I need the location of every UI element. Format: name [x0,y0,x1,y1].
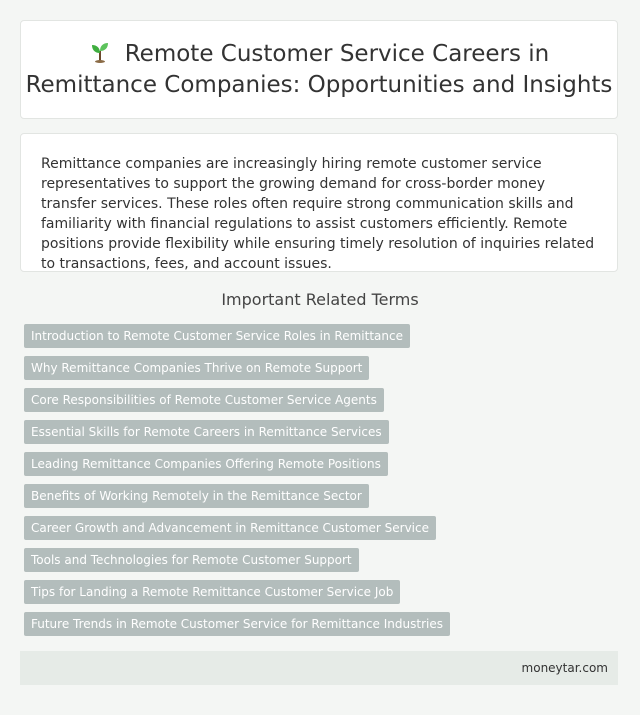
related-term-tag[interactable]: Core Responsibilities of Remote Customer Service Agents [24,388,384,412]
title-card [20,20,618,119]
related-term-tag[interactable]: Introduction to Remote Customer Service Roles in Remittance [24,324,410,348]
related-term-tag[interactable]: Leading Remittance Companies Offering Remote Positions [24,452,388,476]
related-terms-list [24,324,450,644]
related-term-tag[interactable]: Future Trends in Remote Customer Service for Remittance Industries [24,612,450,636]
intro-text: Remittance companies are increasingly hiring remote customer service representatives to support the growing demand for cross-border money transfer services. These roles often require strong communication skills and familiarity with financial regulations to assist customers efficiently. Remote positions provide flexibility while ensuring timely resolution of inquiries related to transactions, fees, and account issues. [41,156,595,272]
related-term-tag[interactable]: Why Remittance Companies Thrive on Remote Support [24,356,369,380]
sprout-icon [89,41,111,71]
title-line-2: Remittance Companies: Opportunities and Insights [25,71,613,98]
title-line-1: Remote Customer Service Careers in [124,40,550,67]
related-term-tag[interactable]: Benefits of Working Remotely in the Remittance Sector [24,484,369,508]
related-term-tag[interactable]: Essential Skills for Remote Careers in Remittance Services [24,420,389,444]
related-term-tag[interactable]: Career Growth and Advancement in Remittance Customer Service [24,516,436,540]
footer-site-link[interactable]: moneytar.com [521,661,608,675]
related-terms-heading: Important Related Terms [221,290,419,309]
footer [20,651,618,685]
intro-card [20,133,618,272]
related-term-tag[interactable]: Tools and Technologies for Remote Customer Support [24,548,359,572]
related-term-tag[interactable]: Tips for Landing a Remote Remittance Customer Service Job [24,580,400,604]
page-title [26,40,613,100]
